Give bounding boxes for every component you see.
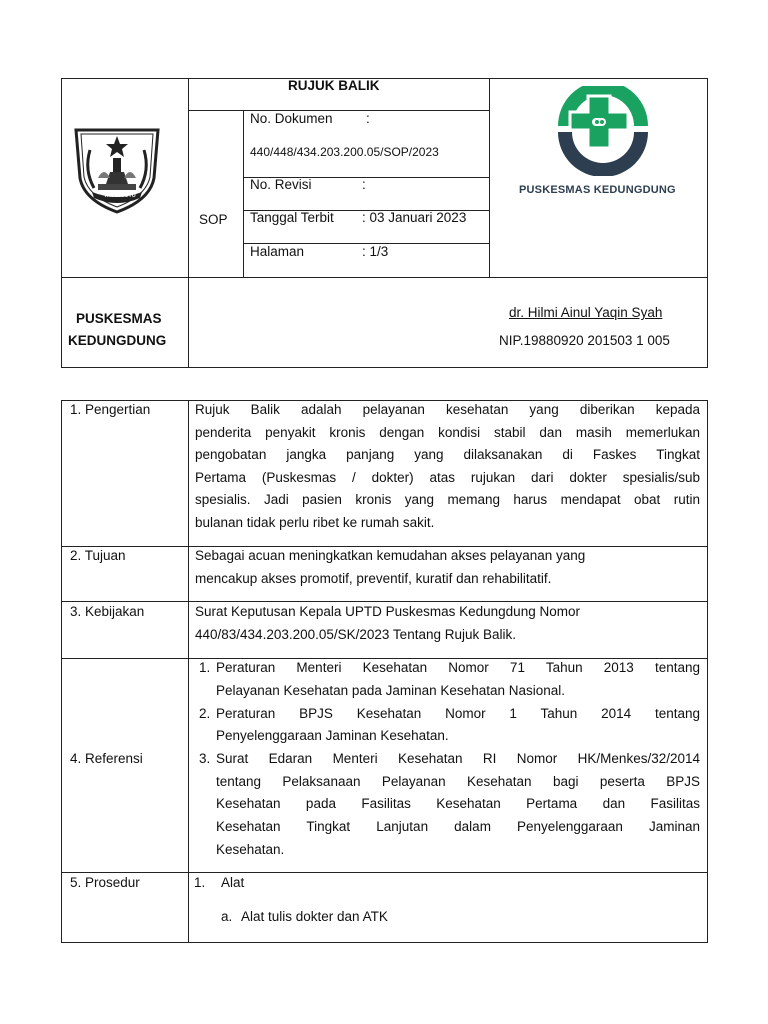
- pengertian-line: Pertama (Puskesmas / dokter) atas rujukan dari dokter spesialis/sub: [195, 470, 700, 485]
- kebijakan-row-bottom: [61, 658, 707, 659]
- pengertian-line: pengobatan jangka panjang yang dilaksanakan di Faskes Tingkat: [195, 447, 700, 462]
- sop-column-divider: [243, 110, 244, 278]
- org-name-line1: PUSKESMAS: [76, 311, 162, 326]
- pengertian-line: penderita penyakit kronis dengan kondisi stabil dan masih memerlukan: [195, 425, 700, 440]
- body-label-divider: [188, 400, 189, 943]
- title-row-bottom: [188, 110, 490, 111]
- puskesmas-logo-icon: [548, 86, 658, 176]
- tanggal-terbit-value: : 03 Januari 2023: [362, 210, 467, 225]
- header-border-bottom: [61, 367, 707, 368]
- header-border-top: [61, 78, 707, 79]
- no-dokumen-value: 440/448/434.203.200.05/SOP/2023: [250, 145, 439, 159]
- prosedur-item-text: Alat: [221, 875, 245, 890]
- referensi-item-line: tentang Pelaksanaan Pelayanan Kesehatan bagi peserta BPJS: [216, 774, 700, 789]
- puskesmas-logo: [548, 86, 658, 176]
- no-revisi-value: :: [362, 177, 366, 192]
- regional-seal-icon: [70, 120, 164, 216]
- no-revisi-label: No. Revisi: [250, 177, 312, 192]
- no-dokumen-label: No. Dokumen: [250, 111, 333, 126]
- pengertian-label: 1. Pengertian: [70, 402, 151, 417]
- referensi-item-line: Penyelenggaraan Jaminan Kesehatan.: [216, 728, 449, 743]
- body-border-right: [707, 400, 708, 943]
- header-divider-1: [188, 78, 189, 368]
- prosedur-label: 5. Prosedur: [70, 875, 140, 890]
- pengertian-line: bulanan tidak perlu ribet ke rumah sakit.: [195, 515, 435, 530]
- pengertian-line: spesialis. Jadi pasien kronis yang memang harus mendapat obat rutin: [195, 492, 700, 507]
- tujuan-line: Sebagai acuan meningkatkan kemudahan akses pelayanan yang: [195, 548, 586, 563]
- header-divider-2: [489, 78, 490, 278]
- header-border-right: [707, 78, 708, 368]
- referensi-item-line: Pelayanan Kesehatan pada Jaminan Kesehatan Nasional.: [216, 683, 566, 698]
- seal-text: TRUNOJOYO: [104, 193, 136, 199]
- kebijakan-line: 440/83/434.203.200.05/SK/2023 Tentang Rujuk Balik.: [195, 627, 517, 642]
- referensi-item-line: Surat Edaran Menteri Kesehatan RI Nomor HK/Menkes/32/2014: [216, 751, 700, 766]
- header-border-mid: [61, 277, 707, 278]
- tujuan-label: 2. Tujuan: [70, 548, 126, 563]
- referensi-item-line: Kesehatan pada Fasilitas Kesehatan Pertama dan Fasilitas: [216, 796, 700, 811]
- referensi-item-line: Kesehatan Tingkat Lanjutan dalam Penyelenggaraan Jaminan: [216, 819, 700, 834]
- referensi-item-number: 1.: [199, 660, 211, 675]
- referensi-row-bottom: [61, 872, 707, 873]
- prosedur-item-number: 1.: [194, 875, 206, 890]
- org-name-line2: KEDUNGDUNG: [68, 333, 167, 348]
- tujuan-row-bottom: [61, 601, 707, 602]
- puskesmas-logo-text: PUSKESMAS KEDUNGDUNG: [519, 184, 676, 196]
- tanggal-terbit-label: Tanggal Terbit: [250, 210, 334, 225]
- body-border-left: [61, 400, 62, 943]
- prosedur-sub-text: Alat tulis dokter dan ATK: [241, 909, 388, 924]
- referensi-item-number: 3.: [199, 751, 211, 766]
- header-border-left: [61, 78, 62, 368]
- signer-nip: NIP.19880920 201503 1 005: [499, 333, 670, 348]
- signer-name: dr. Hilmi Ainul Yaqin Syah: [509, 305, 663, 320]
- body-border-bottom: [61, 942, 707, 943]
- kebijakan-line: Surat Keputusan Kepala UPTD Puskesmas Kedungdung Nomor: [195, 604, 580, 619]
- regional-seal: [70, 120, 164, 216]
- halaman-label: Halaman: [250, 244, 305, 259]
- body-border-top: [61, 400, 707, 401]
- tujuan-line: mencakup akses promotif, preventif, kuratif dan rehabilitatif.: [195, 571, 552, 586]
- referensi-item-line: Peraturan BPJS Kesehatan Nomor 1 Tahun 2014 tentang: [216, 706, 700, 721]
- halaman-value: : 1/3: [362, 244, 389, 259]
- referensi-item-number: 2.: [199, 706, 211, 721]
- pengertian-line: Rujuk Balik adalah pelayanan kesehatan yang diberikan kepada: [195, 402, 700, 417]
- referensi-item-line: Peraturan Menteri Kesehatan Nomor 71 Tahun 2013 tentang: [216, 660, 700, 675]
- referensi-item-line: Kesehatan.: [216, 842, 285, 857]
- no-dokumen-colon: :: [366, 111, 370, 126]
- kebijakan-label: 3. Kebijakan: [70, 604, 145, 619]
- prosedur-sub-label: a.: [221, 909, 233, 924]
- pengertian-row-bottom: [61, 546, 707, 547]
- document-title: RUJUK BALIK: [288, 78, 380, 93]
- referensi-label: 4. Referensi: [70, 751, 143, 766]
- sop-label: SOP: [199, 212, 228, 227]
